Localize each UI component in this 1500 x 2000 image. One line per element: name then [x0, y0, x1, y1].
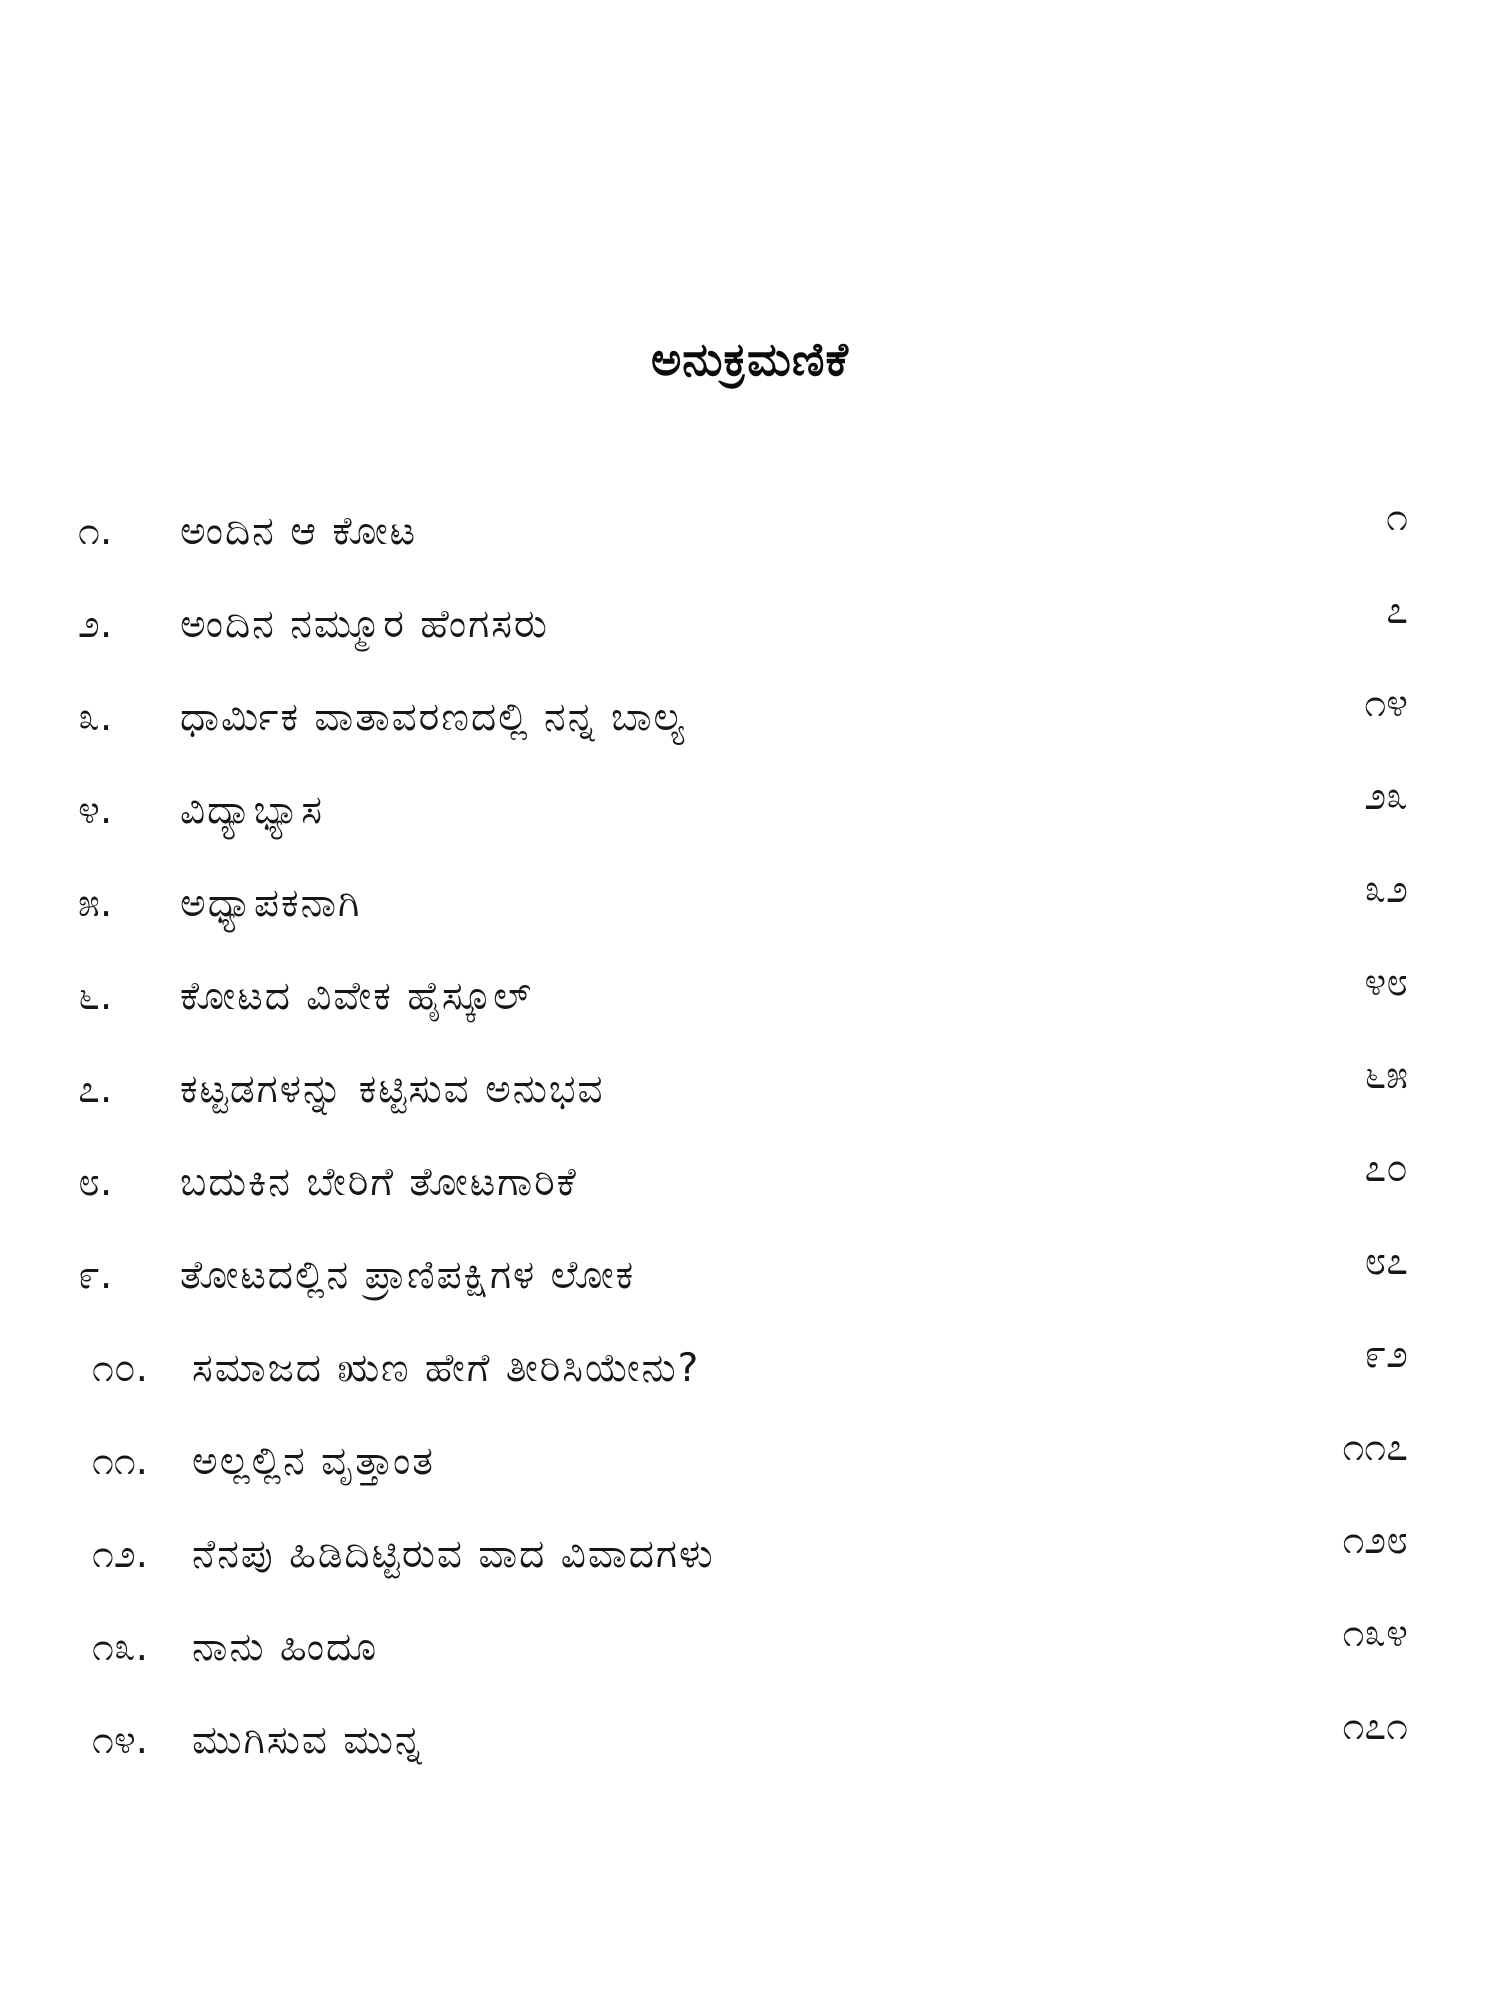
entry-number: ೧೦.	[92, 1346, 149, 1391]
toc-entry	[0, 1229, 1500, 1322]
toc-entry	[0, 1508, 1500, 1601]
entry-page-number: ೧೪	[1364, 681, 1408, 726]
entry-page-number: ೧೨೮	[1342, 1518, 1408, 1563]
entry-title: ಅಧ್ಯಾಪಕನಾಗಿ	[180, 881, 362, 926]
entry-number: ೬.	[78, 974, 113, 1019]
entry-page-number: ೯೨	[1364, 1332, 1408, 1377]
entry-number: ೧.	[78, 509, 113, 554]
entry-page-number: ೪೮	[1364, 960, 1408, 1005]
entry-page-number: ೧೭೧	[1342, 1704, 1408, 1749]
page-title: ಅನುಕ್ರಮಣಿಕೆ	[650, 332, 849, 386]
entry-number: ೩.	[78, 695, 113, 740]
entry-page-number: ೩೨	[1364, 867, 1408, 912]
entry-page-number: ೧	[1386, 495, 1408, 540]
toc-entry	[0, 1694, 1500, 1787]
entry-title: ಮುಗಿಸುವ ಮುನ್ನ	[192, 1718, 424, 1763]
entry-number: ೧೨.	[92, 1532, 149, 1577]
entry-title: ತೋಟದಲ್ಲಿನ ಪ್ರಾಣಿಪಕ್ಷಿಗಳ ಲೋಕ	[180, 1253, 636, 1298]
entry-title: ಕಟ್ಟಡಗಳನ್ನು ಕಟ್ಟಿಸುವ ಅನುಭವ	[180, 1067, 605, 1112]
toc-entry	[0, 1136, 1500, 1229]
entry-title: ಕೋಟದ ವಿವೇಕ ಹೈಸ್ಕೂಲ್	[180, 974, 534, 1019]
entry-page-number: ೭	[1386, 588, 1408, 633]
entry-title: ಅಲ್ಲಲ್ಲಿನ ವೃತ್ತಾಂತ	[192, 1439, 435, 1484]
entry-title: ಅಂದಿನ ನಮ್ಮೂರ ಹೆಂಗಸರು	[180, 602, 549, 647]
entry-page-number: ೨೩	[1364, 774, 1408, 819]
entry-title: ನಾನು ಹಿಂದೂ	[192, 1625, 379, 1670]
entry-title: ಧಾರ್ಮಿಕ ವಾತಾವರಣದಲ್ಲಿ ನನ್ನ ಬಾಲ್ಯ	[180, 695, 687, 740]
entry-number: ೨.	[78, 602, 113, 647]
entry-number: ೧೩.	[92, 1625, 149, 1670]
entry-number: ೮.	[78, 1160, 113, 1205]
entry-title: ಬದುಕಿನ ಬೇರಿಗೆ ತೋಟಗಾರಿಕೆ	[180, 1160, 578, 1205]
entry-page-number: ೧೧೭	[1342, 1425, 1408, 1470]
toc-entry	[0, 485, 1500, 578]
entry-number: ೧೧.	[92, 1439, 149, 1484]
toc-entry	[0, 578, 1500, 671]
toc-entry	[0, 1415, 1500, 1508]
entry-title: ಸಮಾಜದ ಋಣ ಹೇಗೆ ತೀರಿಸಿಯೇನು?	[192, 1346, 701, 1391]
entry-title: ಅಂದಿನ ಆ ಕೋಟ	[180, 509, 418, 554]
entry-title: ನೆನಪು ಹಿಡಿದಿಟ್ಟಿರುವ ವಾದ ವಿವಾದಗಳು	[192, 1532, 715, 1577]
entry-number: ೪.	[78, 788, 113, 833]
entry-number: ೧೪.	[92, 1718, 149, 1763]
toc-entry	[0, 1601, 1500, 1694]
entry-page-number: ೮೭	[1364, 1239, 1408, 1284]
toc-entry	[0, 950, 1500, 1043]
entry-title: ವಿದ್ಯಾಭ್ಯಾಸ	[180, 788, 324, 833]
entry-page-number: ೧೩೪	[1342, 1611, 1408, 1656]
entry-page-number: ೭೦	[1364, 1146, 1408, 1191]
entry-page-number: ೬೫	[1364, 1053, 1408, 1098]
toc-entry	[0, 764, 1500, 857]
table-of-contents	[0, 485, 1500, 1787]
toc-entry	[0, 857, 1500, 950]
toc-entry	[0, 1322, 1500, 1415]
toc-entry	[0, 671, 1500, 764]
toc-entry	[0, 1043, 1500, 1136]
entry-number: ೯.	[78, 1253, 113, 1298]
entry-number: ೭.	[78, 1067, 113, 1112]
entry-number: ೫.	[78, 881, 113, 926]
